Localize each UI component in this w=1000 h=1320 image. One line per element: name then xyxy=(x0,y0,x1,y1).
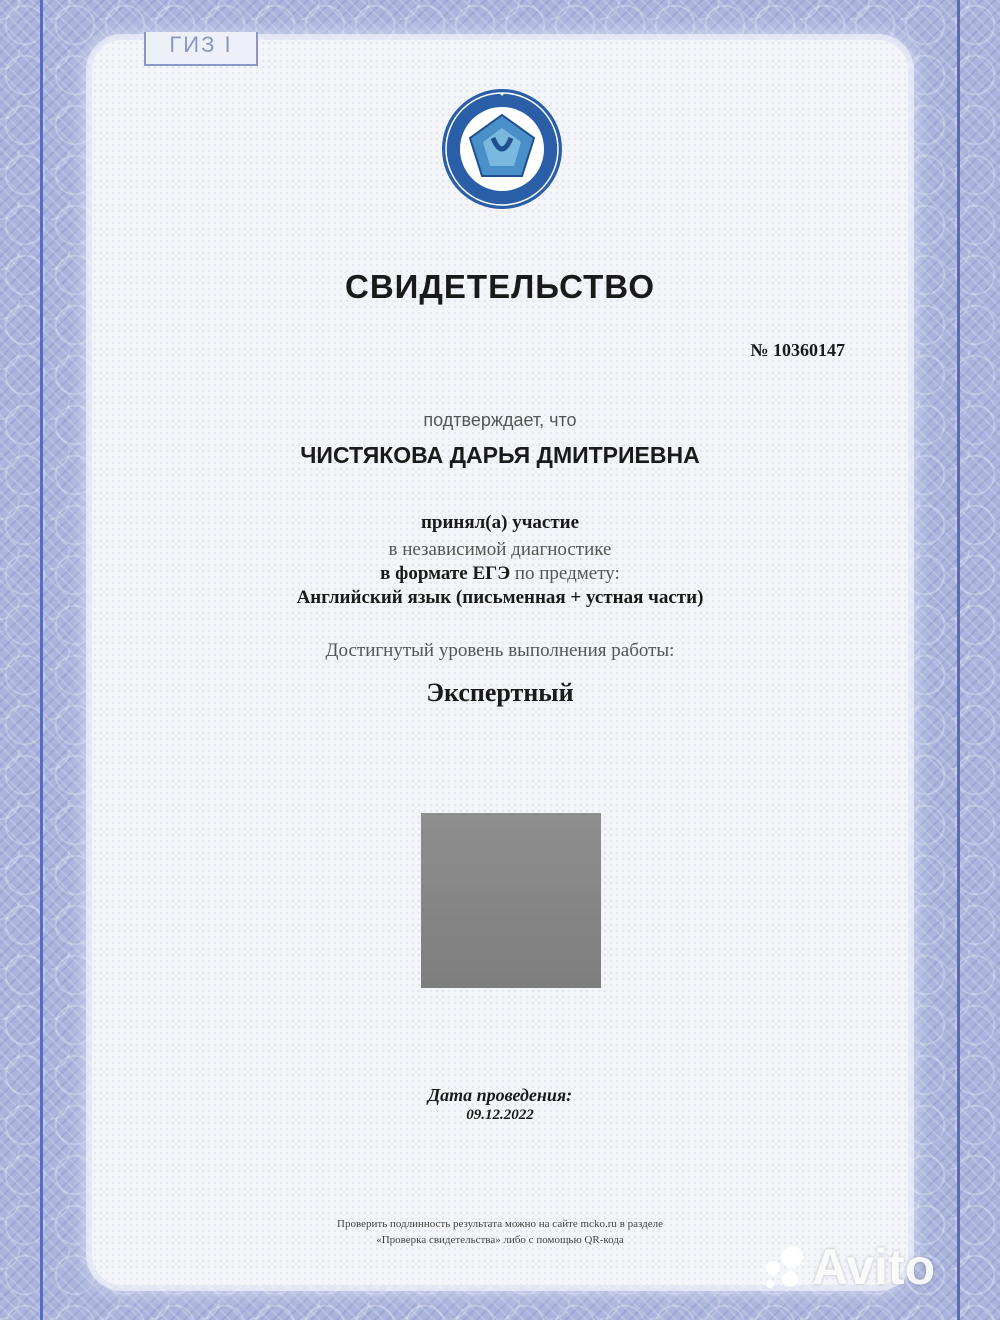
participation-line-2: в независимой диагностике xyxy=(388,539,612,560)
subject-intro-text: по предмету: xyxy=(510,563,620,584)
mcko-seal-logo xyxy=(441,88,563,210)
participation-line-1: принял(а) участие xyxy=(420,512,580,533)
subject-text: Английский язык (письменная + устная части) xyxy=(296,587,704,608)
participant-name: ЧИСТЯКОВА ДАРЬЯ ДМИТРИЕВНА xyxy=(300,442,700,468)
date-value: 09.12.2022 xyxy=(466,1107,534,1123)
date-label: Дата проведения: xyxy=(427,1085,573,1105)
avito-dots-icon xyxy=(760,1244,806,1290)
document-title: СВИДЕТЕЛЬСТВО xyxy=(345,268,655,305)
level-value: Экспертный xyxy=(426,678,574,707)
certificate-number: № 10360147 xyxy=(750,340,845,360)
footer-line-2: «Проверка свидетельства» либо с помощью QR-кода xyxy=(376,1234,624,1246)
participation-line-3 xyxy=(0,563,1000,585)
format-text: в формате ЕГЭ xyxy=(380,563,511,584)
blurred-qr-code xyxy=(421,813,601,988)
confirms-text: подтверждает, что xyxy=(423,410,577,430)
avito-watermark xyxy=(760,1232,975,1302)
avito-wordmark: Avito xyxy=(812,1239,936,1295)
footer-line-1: Проверить подлинность результата можно на сайте mcko.ru в разделе xyxy=(337,1218,663,1230)
corner-tab: ГИЗ I xyxy=(144,32,258,66)
level-label: Достигнутый уровень выполнения работы: xyxy=(325,640,675,661)
